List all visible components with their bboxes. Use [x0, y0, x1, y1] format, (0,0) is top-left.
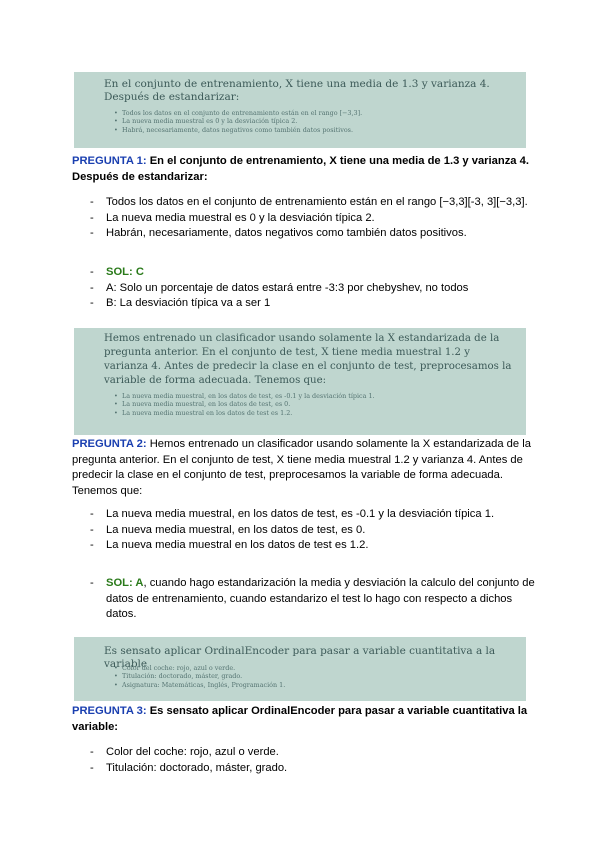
scan-option: • Habrá, necesariamente, datos negativos como también datos positivos. — [122, 126, 518, 134]
list-item: - Todos los datos en el conjunto de entrenamiento están en el rango [−3,3][-3, 3][−3,3]. — [90, 196, 528, 208]
solution-item: - SOL: C — [90, 266, 144, 278]
question-1-solution — [72, 265, 542, 312]
list-item: - La nueva media muestral es 0 y la desviación típica 2. — [90, 211, 375, 224]
scan-question-text: Hemos entrenado un clasificador usando solamente la X estandarizada de la pregunta anterior. En el conjunto de test, X tiene media muestral 1.2 y varianza 4. Antes de predecir la clase en el conjunto de test, preprocesamos la variable de forma adecuada. Tenemos que: — [104, 333, 512, 386]
list-item: - La nueva media muestral, en los datos de test, es -0.1 y la desviación típica 1. — [90, 508, 495, 520]
question-1-scan-image — [74, 72, 526, 148]
question-3-text: Es sensato aplicar OrdinalEncoder para pasar a variable cuantitativa la variable: — [72, 705, 528, 733]
question-3-label: PREGUNTA 3: — [72, 705, 147, 717]
list-item: - Titulación: doctorado, máster, grado. — [90, 761, 288, 774]
list-item: - La nueva media muestral, en los datos de test, es 0. — [90, 523, 366, 536]
scan-option: • La nueva media muestral es 0 y la desviación típica 2. — [122, 117, 518, 125]
question-1-options — [72, 195, 542, 242]
question-1-text: En el conjunto de entrenamiento, X tiene una media de 1.3 y varianza 4. Después de estandarizar: — [72, 155, 529, 183]
list-item: - La nueva media muestral en los datos de test es 1.2. — [90, 539, 369, 551]
question-2-heading — [72, 437, 532, 499]
question-3-options — [72, 745, 542, 776]
question-3-scan-image — [74, 637, 526, 701]
question-2-scan-image — [74, 328, 526, 435]
scan-option: • Color del coche: rojo, azul o verde. — [122, 664, 518, 672]
question-2-options — [72, 507, 542, 554]
question-1-label: PREGUNTA 1: — [72, 155, 147, 167]
list-item: - Color del coche: rojo, azul o verde. — [90, 746, 279, 758]
scan-option: • La nueva media muestral, en los datos de test, es -0.1 y la desviación típica 1. — [122, 392, 518, 400]
scan-options-list — [122, 664, 518, 689]
scan-option: • Todos los datos en el conjunto de entrenamiento están en el rango [−3,3]. — [122, 109, 518, 117]
note-item: - B: La desviación típica va a ser 1 — [90, 297, 271, 309]
scan-option: • Asignatura: Matemáticas, Inglés, Programación 1. — [122, 681, 518, 689]
question-2-label: PREGUNTA 2: — [72, 438, 147, 450]
solution-item: - SOL: A, cuando hago estandarización la media y desviación la calculo del conjunto de datos de entrenamiento, cuando estandarizo el test lo hago con respecto a dichos datos. — [90, 577, 535, 620]
scan-option: • La nueva media muestral en los datos de test es 1.2. — [122, 409, 518, 417]
question-1-heading — [72, 154, 532, 185]
scan-question-text: Es sensato aplicar OrdinalEncoder para pasar a variable cuantitativa a la variable — [104, 645, 496, 670]
scan-option: • La nueva media muestral, en los datos de test, es 0. — [122, 400, 518, 408]
scan-option: • Titulación: doctorado, máster, grado. — [122, 672, 518, 680]
scan-options-list — [122, 109, 518, 134]
scan-question-text: En el conjunto de entrenamiento, X tiene una media de 1.3 y varianza 4. Después de estandarizar: — [104, 78, 490, 103]
question-3-heading — [72, 704, 532, 735]
scan-options-list — [122, 392, 518, 417]
question-2-text: Hemos entrenado un clasificador usando solamente la X estandarizada de la pregunta anterior. En el conjunto de test, X tiene media muestral 1.2 y varianza 4. Antes de predecir la clase en el conjunto de test, preprocesamos la variable de forma adecuada. Tenemos que: — [72, 438, 531, 497]
note-item: - A: Solo un porcentaje de datos estará entre -3:3 por chebyshev, no todos — [90, 281, 469, 294]
list-item: - Habrán, necesariamente, datos negativos como también datos positivos. — [90, 227, 467, 239]
question-2-solution — [72, 576, 542, 623]
